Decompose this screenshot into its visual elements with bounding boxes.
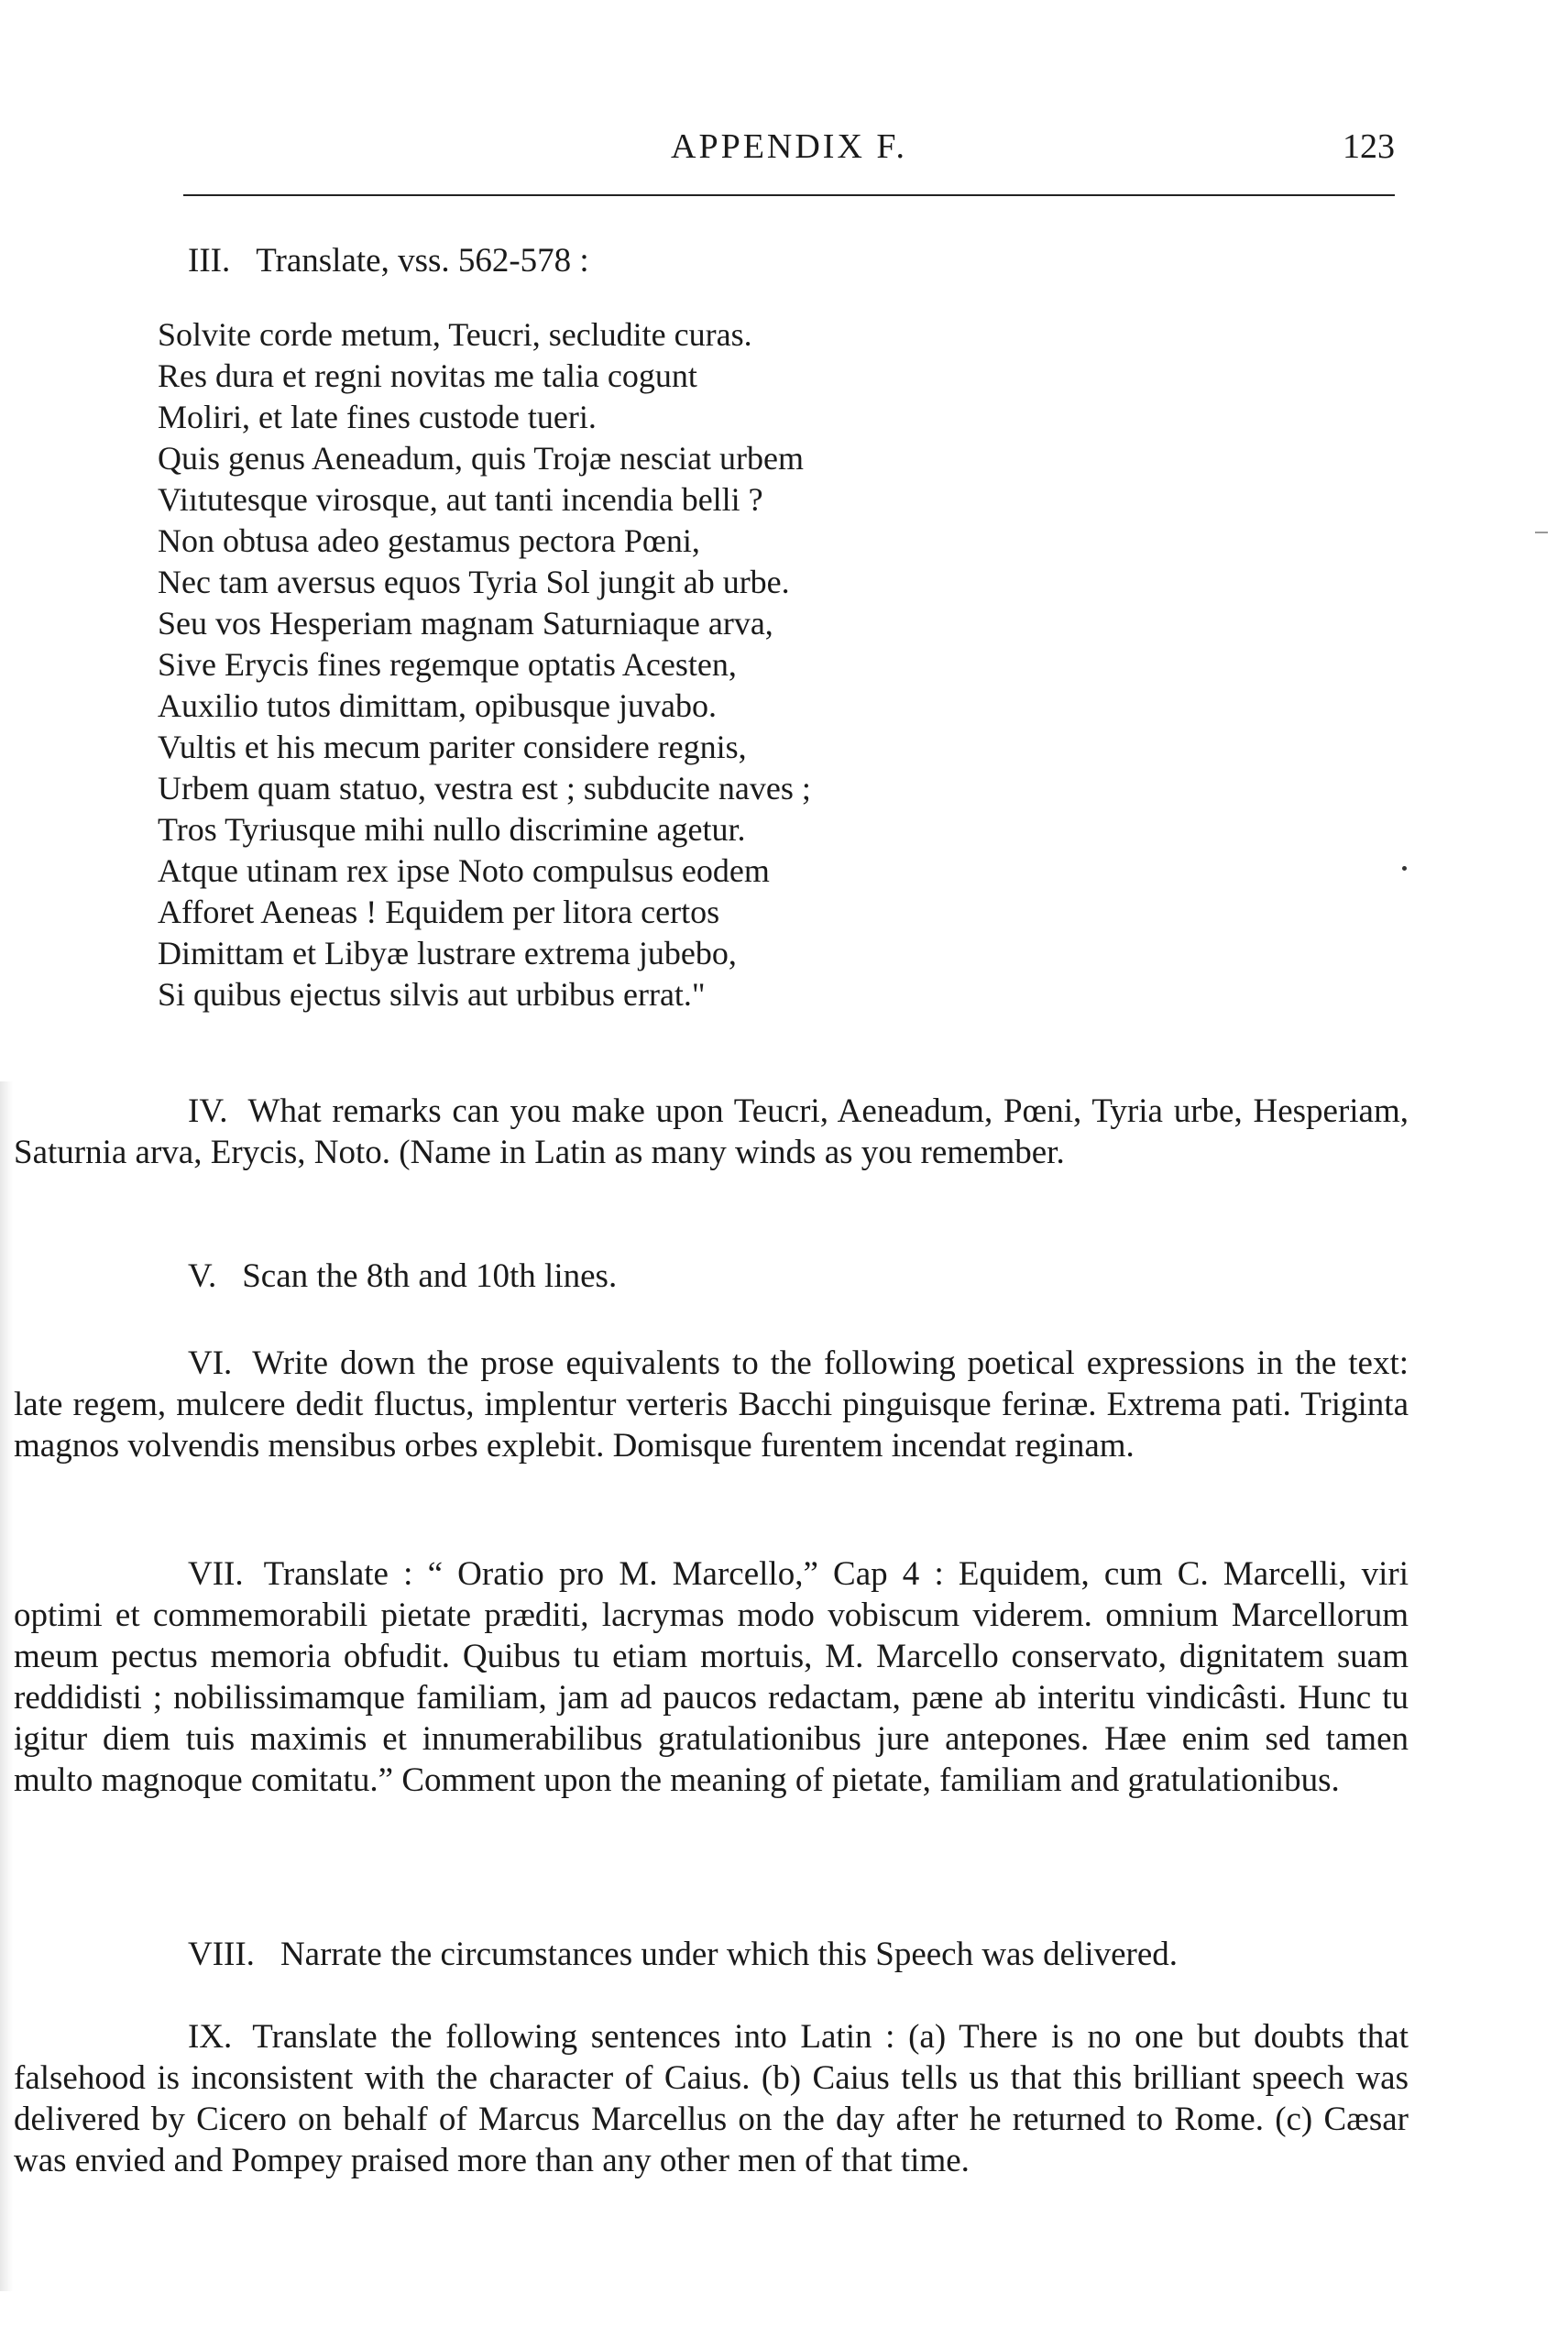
question-5	[188, 1256, 617, 1297]
verse-line: Si quibus ejectus silvis aut urbibus errat."	[158, 976, 706, 1013]
verse-line: Dimittam et Libyæ lustrare extrema jubebo,	[158, 935, 737, 971]
verse-line: Viıtutesque virosque, aut tanti incendia belli ?	[158, 481, 763, 518]
question-number: III.	[188, 242, 231, 280]
header-rule	[183, 194, 1395, 196]
verse-line: Tros Tyriusque mihi nullo discrimine agetur.	[158, 811, 746, 848]
verse-line: Res dura et regni novitas me talia cogunt	[158, 357, 697, 394]
question-7	[14, 1553, 1409, 1801]
verse-line: Moliri, et late fines custode tueri.	[158, 399, 597, 435]
question-3-heading	[188, 240, 589, 281]
verse-line: Vultis et his mecum pariter considere regnis,	[158, 729, 747, 765]
verse-line: Quis genus Aeneadum, quis Trojæ nesciat urbem	[158, 440, 804, 477]
question-text: What remarks can you make upon Teucri, Aeneadum, Pœni, Tyria urbe, Hesperiam, Saturnia arva, Erycis, Noto. (Name in Latin as many winds as you remember.	[14, 1092, 1409, 1171]
question-text: Write down the prose equivalents to the following poetical expressions in the text: late regem, mulcere dedit fluctus, implentur verteris Bacchi pinguisque ferinæ. Extrema pati. Triginta magnos volvendis mensibus orbes explebit. Domisque furentem incendat reginam.	[14, 1344, 1409, 1465]
question-4	[14, 1091, 1409, 1173]
question-number: VI.	[188, 1344, 233, 1382]
verse-line: Nec tam aversus equos Tyria Sol jungit ab urbe.	[158, 564, 790, 600]
question-number: VIII.	[188, 1936, 255, 1973]
verse-line: Non obtusa adeo gestamus pectora Pœni,	[158, 522, 700, 559]
verse-line: Solvite corde metum, Teucri, secludite curas.	[158, 316, 752, 353]
print-mark	[1535, 532, 1548, 533]
page-gutter-shadow	[0, 1081, 13, 2291]
question-number: IX.	[188, 2018, 233, 2056]
running-title: APPENDIX F.	[671, 127, 907, 166]
verse-line: Afforet Aeneas ! Equidem per litora certos	[158, 894, 720, 930]
running-head	[183, 119, 1395, 174]
question-9	[14, 2016, 1409, 2181]
question-text: Narrate the circumstances under which this Speech was delivered.	[280, 1936, 1179, 1973]
question-text: Translate : “ Oratio pro M. Marcello,” Cap 4 : Equidem, cum C. Marcelli, viri optimi et commemorabili pietate præditi, lacrymas modo vobiscum viderem. omnium Marcellorum meum pectus memoria obfudit. Quibus tu etiam mortuis, M. Marcello conservato, dignitatem suam reddidisti ; nobilissimamque familiam, jam ad paucos redactam, pæne ab interitu vindicâsti. Hunc tu igitur diem tuis maximis et innumerabilibus gratulationibus jure antepones. Hæe enim sed tamen multo magnoque comitatu.” Comment upon the meaning of pietate, familiam and gratulationibus.	[14, 1555, 1409, 1799]
verse-line: Atque utinam rex ipse Noto compulsus eodem	[158, 852, 770, 889]
verse-line: Urbem quam statuo, vestra est ; subducite naves ;	[158, 770, 811, 806]
question-8	[188, 1934, 1178, 1975]
verse-line: Seu vos Hesperiam magnam Saturniaque arva,	[158, 605, 773, 642]
question-number: IV.	[188, 1092, 228, 1130]
print-speck	[1402, 866, 1407, 871]
latin-verse-passage	[158, 314, 811, 1015]
question-number: V.	[188, 1257, 217, 1295]
question-number: VII.	[188, 1555, 244, 1593]
verse-line: Sive Erycis fines regemque optatis Acesten,	[158, 646, 737, 683]
question-6	[14, 1343, 1409, 1466]
question-text: Translate, vss. 562-578 :	[256, 242, 589, 280]
page-number: 123	[1343, 127, 1395, 166]
verse-line: Auxilio tutos dimittam, opibusque juvabo.	[158, 687, 717, 724]
question-text: Scan the 8th and 10th lines.	[242, 1257, 618, 1295]
question-text: Translate the following sentences into Latin : (a) There is no one but doubts that falsehood is inconsistent with the character of Caius. (b) Caius tells us that this brilliant speech was delivered by Cicero on behalf of Marcus Marcellus on the day after he returned to Rome. (c) Cæsar was envied and Pompey praised more than any other men of that time.	[14, 2018, 1409, 2179]
